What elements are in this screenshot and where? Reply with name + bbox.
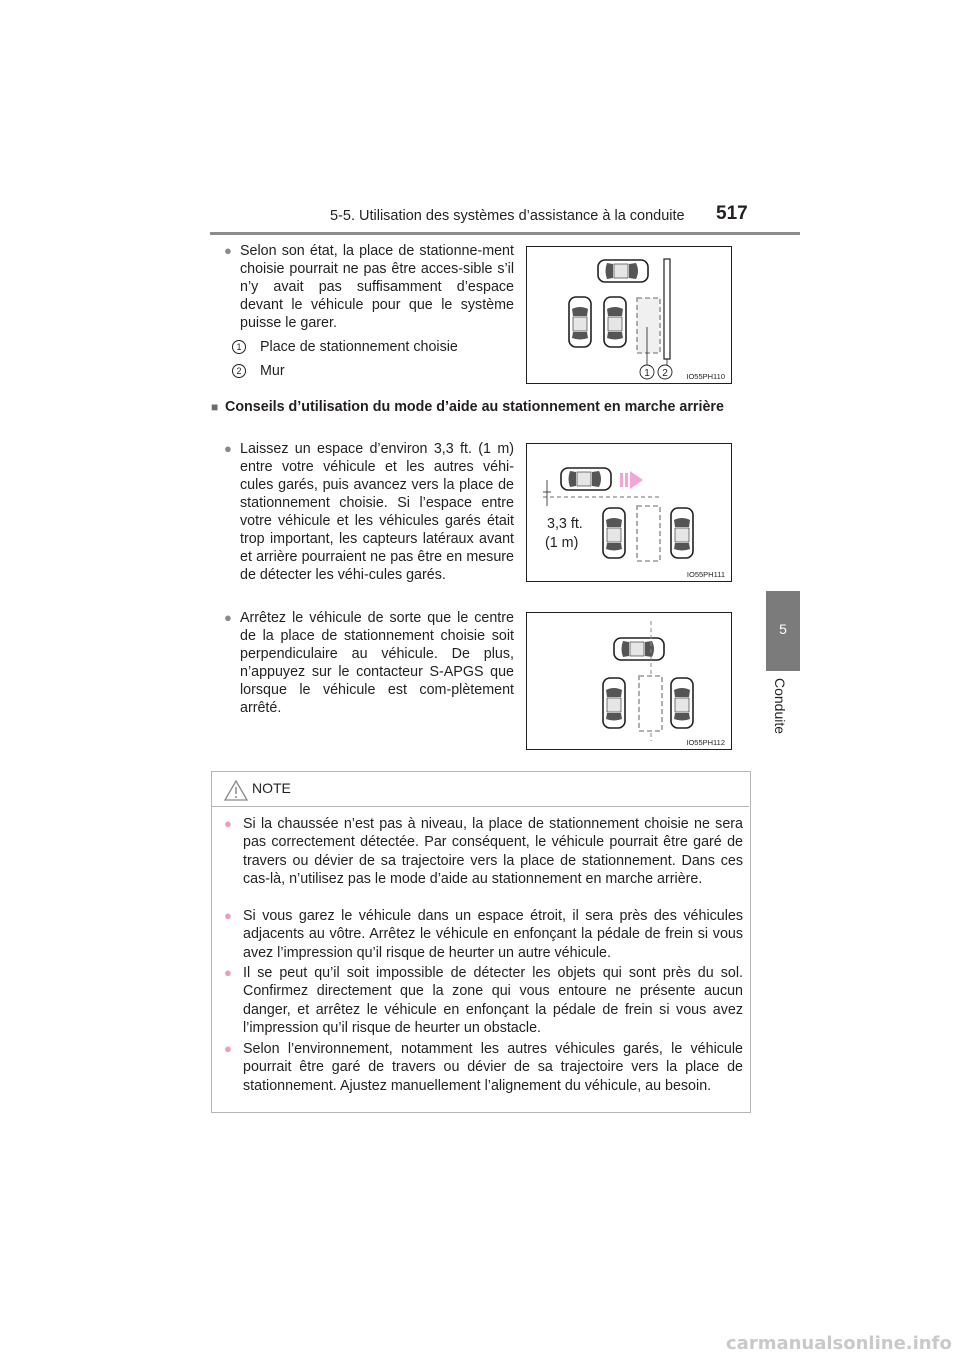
- header-rule: [210, 232, 800, 235]
- chapter-label: Conduite: [772, 678, 788, 735]
- distance-label-ft: 3,3 ft.: [547, 516, 583, 532]
- note-rule: [211, 806, 749, 807]
- own-vehicle-icon: [561, 468, 611, 490]
- bullet-dot-icon: ●: [224, 441, 232, 456]
- own-vehicle-icon: [598, 260, 648, 282]
- forward-arrow-icon: [620, 471, 643, 489]
- note-title: NOTE: [252, 780, 291, 796]
- figure-callout-1: 1: [644, 368, 650, 379]
- bullet-text: Laissez un espace d’environ 3,3 ft. (1 m) entre votre véhicule et les autres véhi-cules garés, puis avancez vers la place de stationnement choisie. Si l’espace entre votre véhicule et les véhicules garés était trop important, les capteurs latéraux avant et arrière pourraient ne pas être en mesure de détecter les véhi-cules garés.: [240, 441, 514, 583]
- note-item-text: Si vous garez le véhicule dans un espace étroit, il sera près des véhicules adjacents au vôtre. Arrêtez le véhicule en enfonçant la pédale de frein si vous avez l’impression qu’il risque de heurter un autre véhicule.: [243, 908, 743, 961]
- bullet-dot-icon: ●: [224, 243, 232, 258]
- chosen-space-outline: [637, 506, 660, 561]
- callout-1-icon: 1: [232, 340, 246, 354]
- bullet-item-leave-space: [224, 440, 514, 584]
- page-number: 517: [716, 203, 748, 224]
- parked-car-icon: [569, 297, 591, 347]
- bullet-text: Selon son état, la place de stationne-ment choisie pourrait ne pas être acces-sible s’il n’y avait pas suffisamment d’espace devant le véhicule pour que le système puisse le garer.: [240, 243, 514, 331]
- figure-code: IO55PH112: [686, 738, 725, 747]
- chapter-number: 5: [779, 621, 787, 637]
- parked-car-icon: [603, 678, 625, 728]
- note-bullet-icon: ●: [224, 908, 232, 923]
- parked-car-icon: [604, 297, 626, 347]
- parked-car-icon: [671, 508, 693, 558]
- legend-label-2: Mur: [259, 363, 285, 379]
- watermark-text: carmanualsonline.info: [726, 1333, 952, 1354]
- note-item: [224, 907, 743, 962]
- legend-item-2: [232, 363, 285, 379]
- parked-car-icon: [603, 508, 625, 558]
- note-bullet-icon: ●: [224, 965, 232, 980]
- distance-label-m: (1 m): [545, 535, 579, 551]
- parked-car-icon: [671, 678, 693, 728]
- bullet-item-space-availability: [224, 242, 514, 332]
- note-item-text: Si la chaussée n’est pas à niveau, la place de stationnement choisie ne sera pas correctement détectée. Par conséquent, le véhicule pourrait être garé de travers ou dévier de sa trajectoire vers la place de stationnement. Dans ces cas-là, n’utilisez pas le mode d’aide au stationnement en marche arrière.: [243, 816, 743, 887]
- figure-2-illustration: [527, 444, 731, 581]
- chapter-tab: [766, 591, 800, 671]
- bullet-dot-icon: ●: [224, 610, 232, 625]
- figure-3-illustration: [527, 613, 731, 749]
- chosen-space-outline: [637, 298, 660, 353]
- section-title: 5-5. Utilisation des systèmes d’assistance à la conduite: [330, 208, 685, 224]
- note-item-text: Il se peut qu’il soit impossible de détecter les objets qui sont près du sol. Confirmez directement que la zone qui vous entoure ne présente aucun danger, et arrêtez le véhicule en enfonçant la pédale de frein si vous avez l’impression qu’il risque de heurter un obstacle.: [243, 965, 743, 1036]
- callout-2-icon: 2: [232, 364, 246, 378]
- note-item-text: Selon l’environnement, notamment les autres véhicules garés, le véhicule pourrait être garé de travers ou dévier de sa trajectoire vers la place de stationnement. Ajustez manuellement l’alignement du véhicule, au besoin.: [243, 1041, 743, 1094]
- figure-1-illustration: [527, 247, 731, 383]
- figure-perpendicular-stop: [526, 612, 732, 750]
- note-item: [224, 1040, 743, 1095]
- figure-distance-spacing: [526, 443, 732, 582]
- heading-square-icon: ■: [211, 400, 219, 414]
- note-item: [224, 815, 743, 888]
- chapter-label-box: [766, 678, 800, 768]
- note-bullet-icon: ●: [224, 1041, 232, 1056]
- figure-code: IO55PH110: [686, 372, 725, 381]
- own-vehicle-icon: [614, 638, 664, 660]
- chosen-space-outline: [639, 676, 662, 731]
- note-item: [224, 964, 743, 1037]
- figure-parking-space-wall: [526, 246, 732, 384]
- legend-item-1: [232, 339, 458, 355]
- section-heading-text: Conseils d’utilisation du mode d’aide au stationnement en marche arrière: [225, 399, 724, 415]
- wall-shape: [664, 259, 670, 359]
- section-heading: [211, 398, 749, 416]
- legend-label-1: Place de stationnement choisie: [259, 339, 458, 355]
- warning-triangle-icon: [224, 780, 248, 801]
- bullet-text: Arrêtez le véhicule de sorte que le centre de la place de stationnement choisie soit perpendiculaire au véhicule. De plus, n’appuyez sur le contacteur S-APGS que lorsque le véhicule est com-plètement arrêté.: [240, 610, 514, 716]
- bullet-item-stop-vehicle: [224, 609, 514, 717]
- figure-code: IO55PH111: [686, 570, 725, 579]
- note-bullet-icon: ●: [224, 816, 232, 831]
- figure-callout-2: 2: [662, 368, 668, 379]
